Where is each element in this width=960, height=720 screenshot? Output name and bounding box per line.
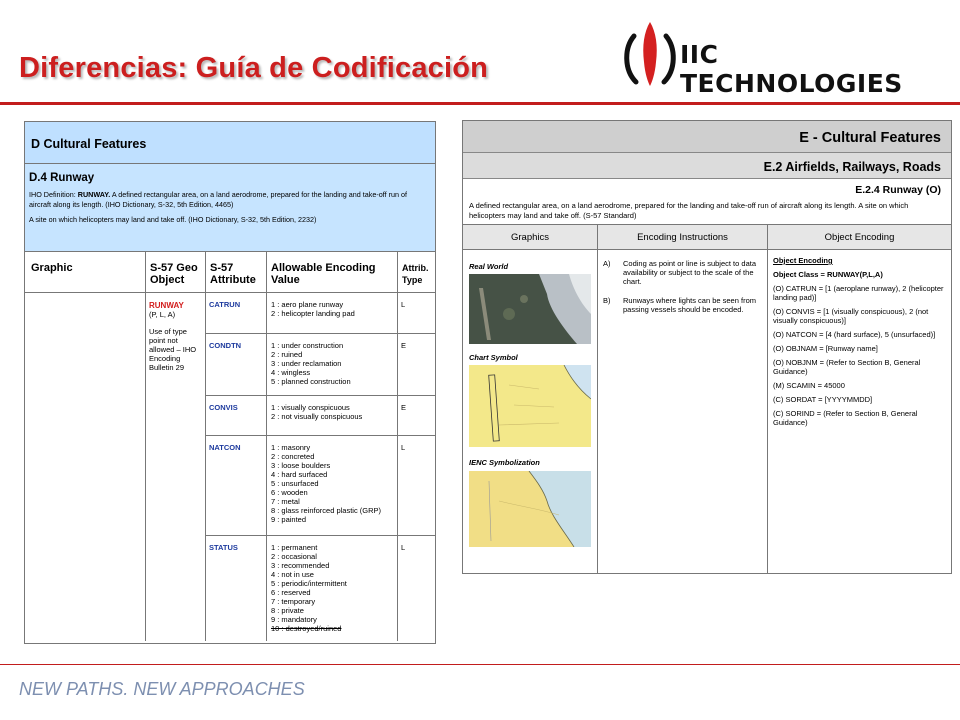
table-row [205,395,435,435]
chart-symbol-image [469,365,591,447]
title-divider [0,102,960,105]
footer-divider [0,664,960,665]
attribute-name: CONDTN [209,341,242,350]
instruction-text-a: Coding as point or line is subject to data availability or subject to the scale of the chart. [623,259,756,286]
col-header-object-encoding: Object Encoding [768,225,951,250]
attribute-name: STATUS [209,543,238,552]
object-encoding-title: Object Encoding [773,256,833,265]
encoding-line: (O) NOBJNM = (Refer to Section B, General Guidance) [773,358,921,376]
coding-guide-left-page [24,121,436,644]
table-row [205,292,435,333]
encoding-line: (C) SORDAT = [YYYYMMDD] [773,395,873,404]
col-divider [25,252,146,641]
attribute-type: L [401,543,406,552]
table-row [205,535,435,641]
graphic-label-chart-symbol: Chart Symbol [469,353,518,362]
attribute-values: 1 : aero plane runway 2 : helicopter landing pad [271,300,355,318]
geo-object-cell [149,301,201,372]
object-encoding-list [773,256,945,432]
left-section-title: D.4 Runway [29,172,95,184]
attribute-type: E [401,403,407,412]
col-divider [597,225,598,573]
col-header-attribute: S-57 Attribute [210,262,256,286]
encoding-line: (O) OBJNAM = [Runway name] [773,344,878,353]
real-world-aerial-image [469,274,591,344]
col-header-instructions: Encoding Instructions [598,225,767,250]
table-row [205,435,435,535]
encoding-line: (C) SORIND = (Refer to Section B, General Guidance) [773,409,918,427]
encoding-line: (O) CONVIS = [1 (visually conspicuous), 2 (not visually conspicuous)] [773,307,929,325]
object-geometry: (P, L, A) [149,310,176,319]
attribute-values: 1 : visually conspicuous 2 : not visually conspicuous [271,403,363,421]
right-encoding-table [463,224,951,573]
col-header-attrib-type: Attrib. Type [402,263,429,285]
ienc-symbolization-image [469,471,591,547]
instruction-marker-b: B) [603,296,611,305]
col-header-geo-object: S-57 Geo Object [150,262,198,286]
left-definition-2: A site on which helicopters may land and take off. (IHO Dictionary, S-32, 5th Edition, 2232) [29,215,317,224]
attribute-values: 1 : masonry 2 : concreted 3 : loose boulders 4 : hard surfaced 5 : unsurfaced 6 : wooden 7 : metal 8 : glass reinforced plastic (GRP) 9 : painted [271,443,382,524]
left-definition: IHO Definition: RUNWAY. A defined rectangular area, on a land aerodrome, prepared for the landing and take-off run of aircraft along its length. (IHO Dictionary, S-32, 5th Edition, 4465) [29,190,407,209]
right-doc-section-title: E.2.4 Runway (O) [855,184,941,196]
object-name: RUNWAY [149,301,184,310]
attribute-type: E [401,341,407,350]
left-attribute-table [25,252,435,641]
col-header-graphic: Graphic [31,262,73,274]
footer-tagline: NEW PATHS. NEW APPROACHES [19,679,305,699]
instruction-text-b: Runways where lights can be seen from passing vessels should be encoded. [623,296,756,314]
col-divider [767,225,768,573]
attribute-name: CATRUN [209,300,241,309]
right-doc-header: E - Cultural Features [463,121,951,153]
logo-text: IIC TECHNOLOGIES [680,40,903,98]
object-note: Use of type point not allowed – IHO Encoding Bulletin 29 [149,327,197,372]
flame-logo-icon [620,18,680,90]
col-header-graphics: Graphics [463,225,597,250]
attribute-name: NATCON [209,443,241,452]
right-doc-subheader: E.2 Airfields, Railways, Roads [463,153,951,179]
encoding-line: (M) SCAMIN = 45000 [773,381,845,390]
company-logo [620,18,950,98]
attribute-type: L [401,443,406,452]
instruction-marker-a: A) [603,259,611,268]
encoding-line: Object Class = RUNWAY(P,L,A) [773,270,883,279]
attribute-values: 1 : permanent 2 : occasional 3 : recommended 4 : not in use 5 : periodic/intermittent 6 : reserved 7 : temporary 8 : private 9 : mandatory 10 : destroyed/ruined [271,543,347,633]
col-header-encoding-value: Allowable Encoding Value [271,262,376,286]
attribute-values: 1 : under construction 2 : ruined 3 : under reclamation 4 : wingless 5 : planned construction [271,341,351,386]
coding-guide-right-page [462,120,952,574]
encoding-line: (O) CATRUN = [1 (aeroplane runway), 2 (helicopter landing pad)] [773,284,944,302]
graphic-label-ienc: IENC Symbolization [469,458,540,467]
slide-title: Diferencias: Guía de Codificación [19,52,489,84]
left-doc-definition-block [25,164,435,252]
attribute-name: CONVIS [209,403,238,412]
graphic-label-real-world: Real World [469,262,509,271]
right-definition: A defined rectangular area, on a land aerodrome, prepared for the landing and take-off run of aircraft along its length. A site on which helicopters may land and take off. (S-57 Standard) [469,201,909,220]
table-row [205,333,435,395]
encoding-line: (O) NATCON = [4 (hard surface), 5 (unsurfaced)] [773,330,936,339]
attribute-type: L [401,300,406,309]
left-doc-header: D Cultural Features [25,122,435,164]
